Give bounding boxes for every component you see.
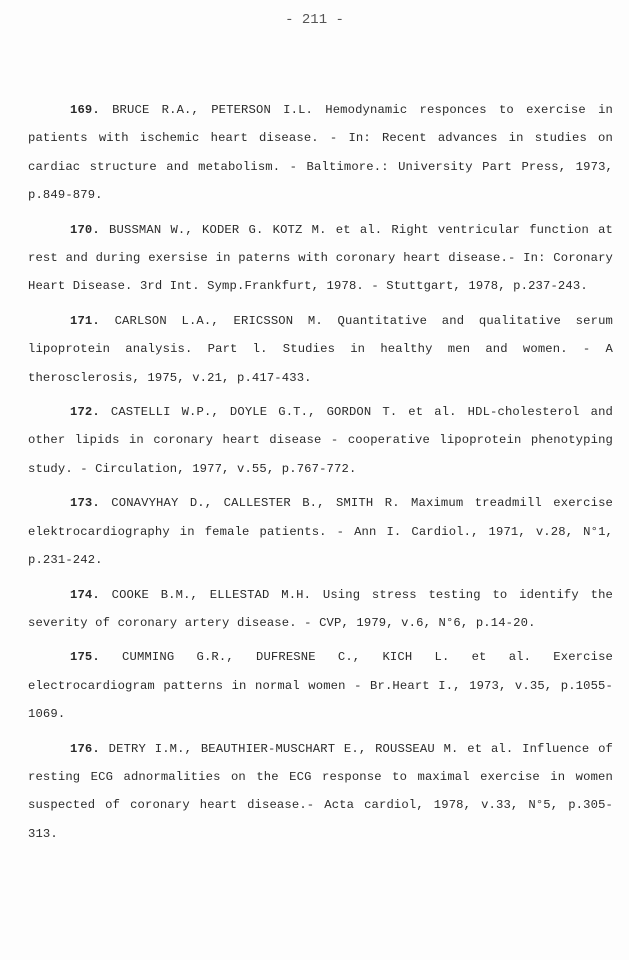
reference-text: BRUCE R.A., PETERSON I.L. Hemodynamic responces to exercise in patients with ischemic heart disease. - In: Recent advances in studies on cardiac structure and metabolism. - Baltimore.: University Part Press, 1973, p.849-879. [28,103,613,203]
reference-text: CUMMING G.R., DUFRESNE C., KICH L. et al. Exercise electrocardiogram patterns in normal women - Br.Heart I., 1973, v.35, p.1055-1069. [28,650,613,722]
reference-number: 176. [70,741,100,756]
reference-text: CONAVYHAY D., CALLESTER B., SMITH R. Maximum treadmill exercise elektrocardiography in female patients. - Ann I. Cardiol., 1971, v.28, N°1, p.231-242. [28,496,613,568]
reference-text: CASTELLI W.P., DOYLE G.T., GORDON T. et al. HDL-cholesterol and other lipids in coronary heart disease - cooperative lipoprotein phenotyping study. - Circulation, 1977, v.55, p.767-772. [28,405,613,476]
reference-number: 175. [70,650,100,665]
reference-number: 171. [70,313,100,328]
reference-entry [28,216,613,301]
reference-entry [28,735,613,849]
reference-number: 170. [70,222,100,237]
page-number: - 211 - [285,12,344,28]
reference-number: 174. [70,587,100,602]
reference-text: BUSSMAN W., KODER G. KOTZ M. et al. Right ventricular function at rest and during exersise in paterns with coronary heart disease.- In: Coronary Heart Disease. 3rd Int. Symp.Frankfurt, 1978. - Stuttgart, 1978, p.237-243. [28,222,614,294]
reference-text: CARLSON L.A., ERICSSON M. Quantitative and qualitative serum lipoprotein analysis. Part l. Studies in healthy men and women. - A therosclerosis, 1975, v.21, p.417-433. [28,313,613,385]
reference-entry [28,398,613,483]
reference-number: 173. [70,496,100,511]
reference-text: COOKE B.M., ELLESTAD M.H. Using stress testing to identify the severity of coronary artery disease. - CVP, 1979, v.6, N°6, p.14-20. [28,587,614,630]
reference-entry [28,581,613,638]
reference-entry [28,643,613,728]
reference-entry [28,307,613,392]
reference-number: 169. [70,103,100,117]
reference-text: DETRY I.M., BEAUTHIER-MUSCHART E., ROUSSEAU M. et al. Influence of resting ECG adnormalities on the ECG response to maximal exercise in women suspected of coronary heart disease.- Acta cardiol, 1978, v.33, N°5, p.305-313. [28,741,614,841]
reference-entry [28,489,613,574]
reference-entry [28,96,613,210]
reference-list [28,96,613,854]
reference-number: 172. [70,405,100,420]
